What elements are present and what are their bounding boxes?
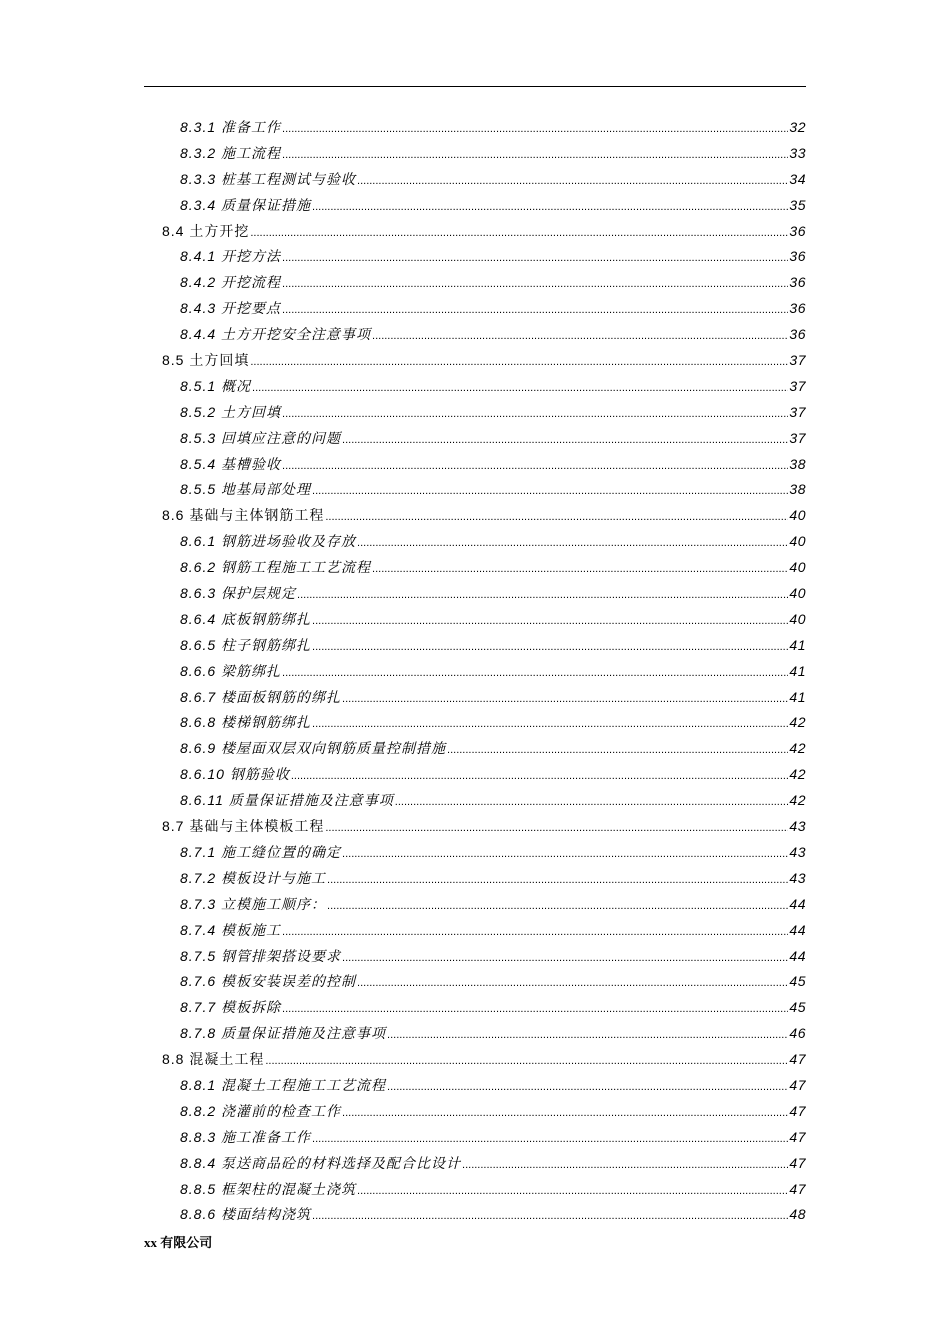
toc-entry-title: 8.6.7 楼面板钢筋的绑扎 xyxy=(180,688,342,705)
toc-entry-page-number: 42 xyxy=(789,714,806,731)
toc-entry[interactable] xyxy=(144,710,806,736)
toc-entry-title: 8.5.1 概况 xyxy=(180,377,252,394)
toc-entry-page-number: 40 xyxy=(789,507,806,524)
toc-dot-leader xyxy=(282,272,788,298)
toc-dot-leader xyxy=(342,946,788,972)
toc-entry-page-number: 36 xyxy=(789,222,806,239)
toc-entry-title: 8.6 基础与主体钢筋工程 xyxy=(162,507,325,524)
toc-entry-title: 8.6.6 梁筋绑扎 xyxy=(180,662,282,679)
toc-entry-title: 8.8.1 混凝土工程施工工艺流程 xyxy=(180,1076,387,1093)
toc-entry-page-number: 42 xyxy=(789,740,806,757)
toc-entry[interactable] xyxy=(144,1047,806,1073)
toc-entry-title: 8.6.9 楼屋面双层双向钢筋质量控制措施 xyxy=(180,740,447,757)
toc-entry[interactable] xyxy=(144,581,806,607)
toc-entry-title: 8.7.2 模板设计与施工 xyxy=(180,869,327,886)
toc-entry-page-number: 41 xyxy=(789,688,806,705)
toc-entry[interactable] xyxy=(144,244,806,270)
toc-dot-leader xyxy=(325,816,788,842)
toc-entry-page-number: 32 xyxy=(789,119,806,135)
toc-entry[interactable] xyxy=(144,115,806,141)
toc-dot-leader xyxy=(357,169,788,195)
toc-entry[interactable] xyxy=(144,296,806,322)
toc-entry-page-number: 45 xyxy=(789,973,806,990)
toc-entry-title: 8.6.5 柱子钢筋绑扎 xyxy=(180,636,312,653)
toc-entry[interactable] xyxy=(144,1021,806,1047)
toc-entry-page-number: 41 xyxy=(789,662,806,679)
toc-entry[interactable] xyxy=(144,607,806,633)
toc-entry[interactable] xyxy=(144,400,806,426)
toc-entry-title: 8.6.2 钢筋工程施工工艺流程 xyxy=(180,559,372,576)
toc-dot-leader xyxy=(312,1204,788,1230)
toc-entry-page-number: 44 xyxy=(789,895,806,912)
toc-entry[interactable] xyxy=(144,918,806,944)
toc-dot-leader xyxy=(325,505,788,531)
toc-entry-title: 8.3.2 施工流程 xyxy=(180,144,282,161)
toc-dot-leader xyxy=(462,1153,788,1179)
toc-entry[interactable] xyxy=(144,555,806,581)
toc-entry[interactable] xyxy=(144,193,806,219)
toc-dot-leader xyxy=(357,531,788,557)
toc-entry[interactable] xyxy=(144,1151,806,1177)
toc-entry-page-number: 37 xyxy=(789,352,806,369)
toc-entry[interactable] xyxy=(144,1099,806,1125)
toc-entry[interactable] xyxy=(144,270,806,296)
toc-entry[interactable] xyxy=(144,685,806,711)
toc-entry[interactable] xyxy=(144,426,806,452)
toc-dot-leader xyxy=(342,687,788,713)
toc-entry-page-number: 37 xyxy=(789,377,806,394)
toc-dot-leader xyxy=(312,712,788,738)
toc-entry-page-number: 36 xyxy=(789,326,806,343)
toc-dot-leader xyxy=(387,1023,788,1049)
toc-entry-title: 8.4 土方开挖 xyxy=(162,222,250,239)
toc-entry-page-number: 43 xyxy=(789,869,806,886)
toc-entry-page-number: 34 xyxy=(789,170,806,187)
toc-entry-page-number: 41 xyxy=(789,636,806,653)
toc-entry-title: 8.3.1 准备工作 xyxy=(180,119,282,135)
toc-entry-page-number: 43 xyxy=(789,843,806,860)
toc-dot-leader xyxy=(282,402,788,428)
toc-entry-page-number: 40 xyxy=(789,610,806,627)
toc-entry[interactable] xyxy=(144,1177,806,1203)
toc-entry[interactable] xyxy=(144,1202,806,1228)
toc-entry-title: 8.7 基础与主体模板工程 xyxy=(162,818,325,835)
toc-entry-page-number: 44 xyxy=(789,921,806,938)
toc-entry-title: 8.7.5 钢管排架搭设要求 xyxy=(180,947,342,964)
toc-entry-title: 8.6.3 保护层规定 xyxy=(180,585,297,602)
toc-entry-title: 8.4.1 开挖方法 xyxy=(180,248,282,265)
toc-entry[interactable] xyxy=(144,348,806,374)
toc-entry-title: 8.7.6 模板安装误差的控制 xyxy=(180,973,357,990)
toc-entry[interactable] xyxy=(144,374,806,400)
toc-dot-leader xyxy=(291,764,789,790)
toc-entry-title: 8.4.4 土方开挖安全注意事项 xyxy=(180,326,372,343)
toc-entry-title: 8.8.4 泵送商品砼的材料选择及配合比设计 xyxy=(180,1154,462,1171)
toc-entry[interactable] xyxy=(144,995,806,1021)
toc-dot-leader xyxy=(297,583,788,609)
toc-entry[interactable] xyxy=(144,529,806,555)
toc-entry-title: 8.3.4 质量保证措施 xyxy=(180,196,312,213)
toc-entry-page-number: 40 xyxy=(789,533,806,550)
toc-dot-leader xyxy=(250,350,788,376)
toc-entry-title: 8.6.11 质量保证措施及注意事项 xyxy=(180,792,394,809)
toc-entry[interactable] xyxy=(144,503,806,529)
toc-entry-page-number: 44 xyxy=(789,947,806,964)
toc-entry-page-number: 42 xyxy=(789,792,806,809)
toc-entry-title: 8.8.6 楼面结构浇筑 xyxy=(180,1206,312,1223)
toc-entry[interactable] xyxy=(144,736,806,762)
toc-entry[interactable] xyxy=(144,840,806,866)
toc-entry-title: 8.7.7 模板拆除 xyxy=(180,999,282,1016)
toc-entry[interactable] xyxy=(144,141,806,167)
toc-dot-leader xyxy=(357,971,788,997)
toc-entry-title: 8.6.8 楼梯钢筋绑扎 xyxy=(180,714,312,731)
toc-entry-title: 8.7.8 质量保证措施及注意事项 xyxy=(180,1025,387,1042)
toc-entry-page-number: 47 xyxy=(789,1180,806,1197)
toc-entry-title: 8.6.1 钢筋进场验收及存放 xyxy=(180,533,357,550)
toc-dot-leader xyxy=(282,454,788,480)
toc-dot-leader xyxy=(312,609,788,635)
toc-dot-leader xyxy=(312,1127,788,1153)
toc-dot-leader xyxy=(282,117,788,143)
toc-dot-leader xyxy=(282,298,788,324)
toc-entry-page-number: 38 xyxy=(789,455,806,472)
toc-entry[interactable] xyxy=(144,322,806,348)
toc-entry-page-number: 47 xyxy=(789,1128,806,1145)
toc-dot-leader xyxy=(357,1179,788,1205)
toc-dot-leader xyxy=(447,738,788,764)
toc-dot-leader xyxy=(327,894,788,920)
toc-entry-page-number: 36 xyxy=(789,248,806,265)
toc-entry[interactable] xyxy=(144,633,806,659)
toc-entry[interactable] xyxy=(144,788,806,814)
toc-entry-title: 8.7.3 立模施工顺序： xyxy=(180,895,327,912)
toc-dot-leader xyxy=(252,376,788,402)
toc-dot-leader xyxy=(342,842,788,868)
toc-entry-page-number: 45 xyxy=(789,999,806,1016)
toc-entry-title: 8.5.2 土方回填 xyxy=(180,403,282,420)
toc-entry-page-number: 40 xyxy=(789,559,806,576)
toc-entry-title: 8.4.2 开挖流程 xyxy=(180,274,282,291)
toc-dot-leader xyxy=(342,428,788,454)
toc-entry-page-number: 47 xyxy=(789,1102,806,1119)
footer-company-name: xx 有限公司 xyxy=(144,1235,213,1250)
toc-entry-page-number: 42 xyxy=(789,766,806,783)
toc-entry[interactable] xyxy=(144,944,806,970)
toc-entry-title: 8.5 土方回填 xyxy=(162,352,250,369)
toc-entry-page-number: 36 xyxy=(789,300,806,317)
toc-dot-leader xyxy=(372,324,788,350)
toc-entry-page-number: 35 xyxy=(789,196,806,213)
toc-entry-page-number: 47 xyxy=(789,1051,806,1068)
toc-entry[interactable] xyxy=(144,659,806,685)
toc-dot-leader xyxy=(250,221,788,247)
header-rule xyxy=(144,86,806,87)
toc-dot-leader xyxy=(282,920,788,946)
toc-entry[interactable] xyxy=(144,1125,806,1151)
toc-entry[interactable] xyxy=(144,452,806,478)
toc-dot-leader xyxy=(327,868,788,894)
toc-entry[interactable] xyxy=(144,762,806,788)
toc-dot-leader xyxy=(282,143,788,169)
toc-entry-title: 8.6.4 底板钢筋绑扎 xyxy=(180,610,312,627)
toc-entry-page-number: 46 xyxy=(789,1025,806,1042)
toc-entry[interactable] xyxy=(144,167,806,193)
toc-entry-title: 8.3.3 桩基工程测试与验收 xyxy=(180,170,357,187)
table-of-contents xyxy=(144,115,806,1228)
toc-entry-page-number: 48 xyxy=(789,1206,806,1223)
toc-entry-title: 8.4.3 开挖要点 xyxy=(180,300,282,317)
toc-entry[interactable] xyxy=(144,969,806,995)
toc-entry-page-number: 40 xyxy=(789,585,806,602)
toc-dot-leader xyxy=(372,557,788,583)
toc-entry[interactable] xyxy=(144,892,806,918)
toc-entry-page-number: 33 xyxy=(789,144,806,161)
toc-dot-leader xyxy=(342,1101,788,1127)
toc-entry[interactable] xyxy=(144,1073,806,1099)
toc-entry[interactable] xyxy=(144,219,806,245)
toc-entry-page-number: 47 xyxy=(789,1154,806,1171)
toc-entry-title: 8.5.3 回填应注意的问题 xyxy=(180,429,342,446)
toc-entry-page-number: 47 xyxy=(789,1076,806,1093)
toc-dot-leader xyxy=(312,479,788,505)
toc-dot-leader xyxy=(282,997,788,1023)
toc-dot-leader xyxy=(387,1075,788,1101)
toc-entry[interactable] xyxy=(144,477,806,503)
toc-entry-page-number: 43 xyxy=(789,818,806,835)
toc-entry-title: 8.5.5 地基局部处理 xyxy=(180,481,312,498)
toc-entry[interactable] xyxy=(144,866,806,892)
toc-dot-leader xyxy=(395,790,789,816)
toc-entry-title: 8.5.4 基槽验收 xyxy=(180,455,282,472)
toc-dot-leader xyxy=(312,195,788,221)
toc-entry-page-number: 36 xyxy=(789,274,806,291)
toc-entry-title: 8.8.5 框架柱的混凝土浇筑 xyxy=(180,1180,357,1197)
toc-dot-leader xyxy=(282,246,788,272)
toc-dot-leader xyxy=(265,1049,788,1075)
toc-dot-leader xyxy=(282,661,788,687)
toc-entry-page-number: 37 xyxy=(789,403,806,420)
toc-entry-title: 8.7.1 施工缝位置的确定 xyxy=(180,843,342,860)
toc-dot-leader xyxy=(312,635,788,661)
toc-entry[interactable] xyxy=(144,814,806,840)
toc-entry-title: 8.7.4 模板施工 xyxy=(180,921,282,938)
toc-entry-title: 8.8 混凝土工程 xyxy=(162,1051,265,1068)
toc-entry-page-number: 37 xyxy=(789,429,806,446)
toc-entry-title: 8.8.2 浇灌前的检查工作 xyxy=(180,1102,342,1119)
toc-entry-title: 8.6.10 钢筋验收 xyxy=(180,766,290,783)
toc-entry-page-number: 38 xyxy=(789,481,806,498)
toc-entry-title: 8.8.3 施工准备工作 xyxy=(180,1128,312,1145)
